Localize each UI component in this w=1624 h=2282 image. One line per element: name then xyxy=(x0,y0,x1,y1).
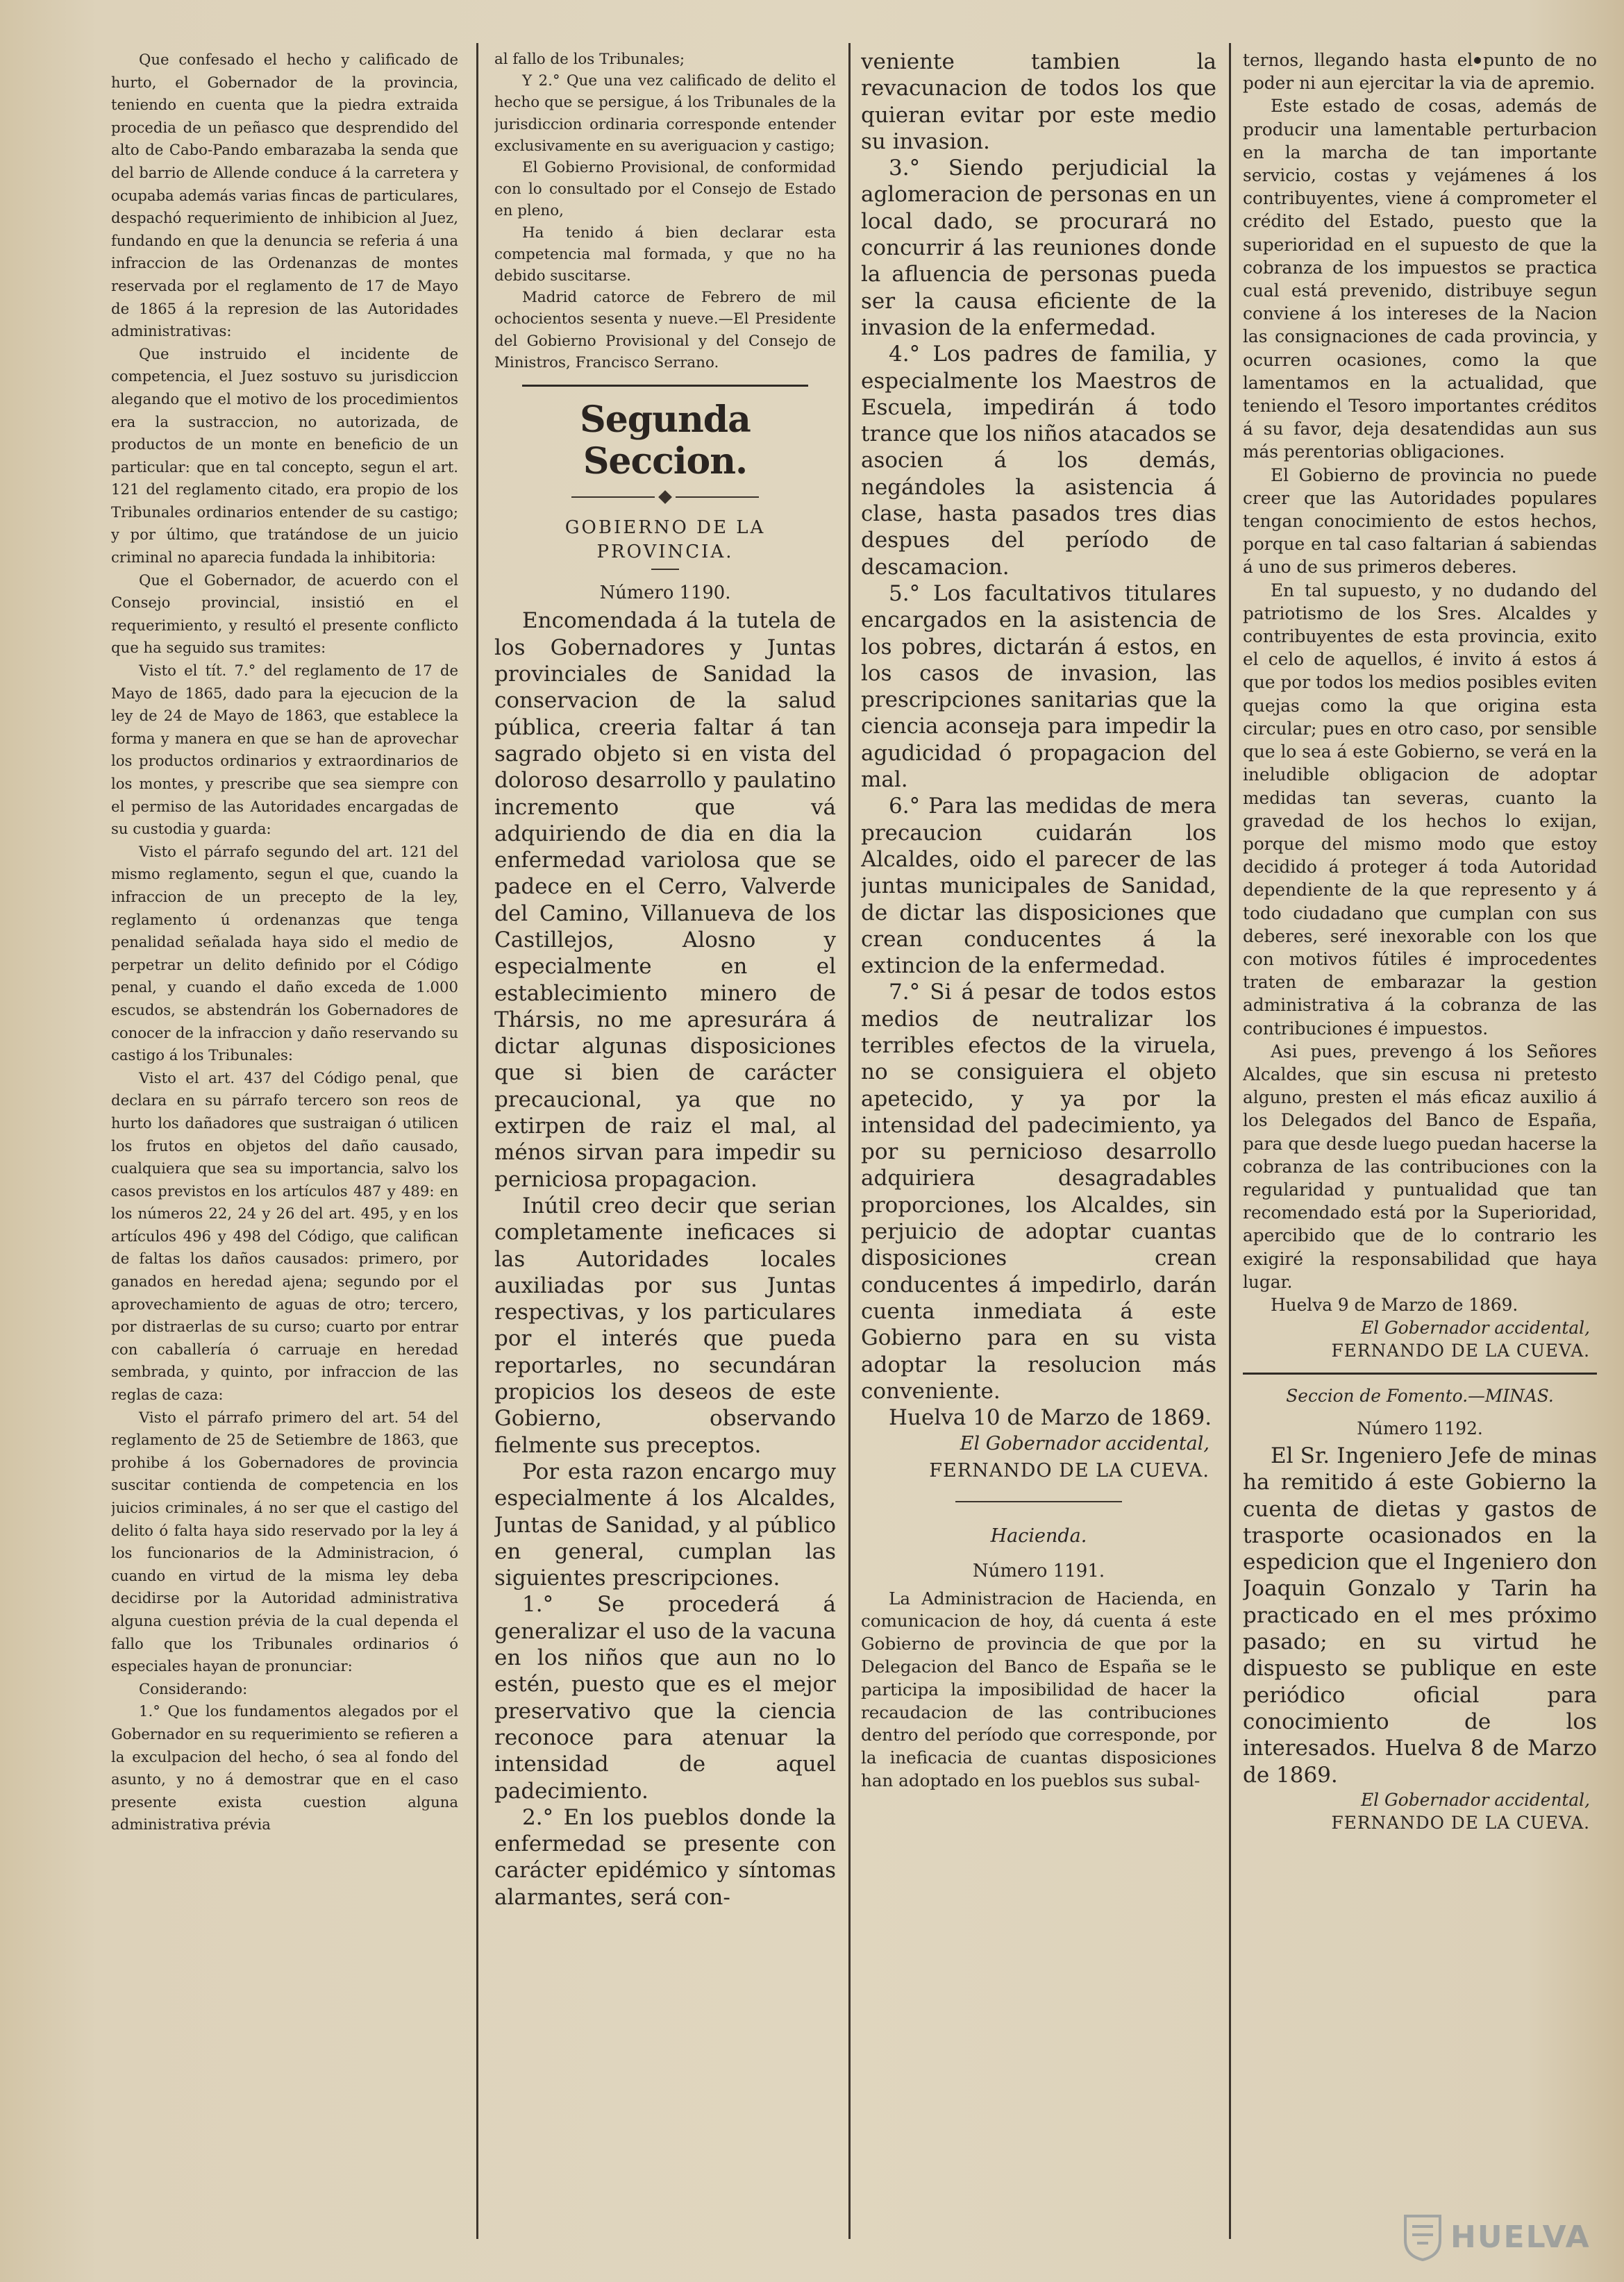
numero-heading: Número 1191. xyxy=(972,1561,1105,1582)
paragraph: Este estado de cosas, además de producir una lamentable perturbacion en la marcha de tan importante servicio, costas y vejámenes á los contribuyentes, viene á comprometer el crédito del Estado, puesto que la superioridad en el supuesto de que la cobranza de los impuestos se practica cual está prevenido, distribuye segun conviene á los intereses de la Nacion las consignaciones de cada provincia, y ocurren ocasiones, como la que lamentamos en la actualidad, que teniendo el Tesoro importantes créditos á su favor, deja desatendidas aun sus más perentorias obligaciones. xyxy=(1243,96,1597,462)
paragraph: 4.° Los padres de familia, y especialmente los Maestros de Escuela, impedirán á todo trance que los niños atacados se asocien á los demás, negándoles la asistencia á clase, hasta pasados tres dias despues del período de descamacion. xyxy=(861,342,1216,580)
paragraph: ternos, llegando hasta el punto de no poder ni aun ejercitar la via de apremio. xyxy=(1243,50,1597,94)
numero-heading: Número 1192. xyxy=(1357,1418,1483,1438)
crest-icon xyxy=(1402,2213,1443,2261)
hacienda-heading: Hacienda. xyxy=(990,1525,1087,1547)
paragraph: Que instruido el incidente de competencia, el Juez sostuvo su jurisdiccion alegando que el motivo de los procedimientos era la sustraccion, no autorizada, de productos de un monte en beneficio de un particular: que en tal concepto, segun el art. 121 del reglamento citado, era propio de los Tribunales ordinarios entender de su castigo; y por último, que tratándose de un juicio criminal no aparecia fundada la inhibitoria: xyxy=(111,344,458,567)
paragraph: 1.° Se procederá á generalizar el uso de la vacuna en los niños que aun no lo estén, puesto que es el mejor preservativo que la ciencia reconoce para atenuar la intensidad de aquel padecimiento. xyxy=(494,1592,836,1804)
ornament xyxy=(494,492,836,502)
column-3 xyxy=(861,49,1216,2233)
paragraph: 2.° En los pueblos donde la enfermedad se presente con carácter epidémico y síntomas alarmantes, será con- xyxy=(494,1804,836,1910)
signature-title: El Gobernador accidental, xyxy=(1361,1318,1590,1339)
paragraph: Visto el párrafo segundo del art. 121 del mismo reglamento, segun el que, cuando la infraccion de un precepto de la ley, reglamento ú ordenanzas que tenga penalidad señalada haya sido el medio de perpetrar un delito definido por el Código penal, y cuando el daño exceda de 1.000 escudos, se abstendrán los Gobernadores de conocer de la infraccion y daño reservando su castigo á los Tribunales: xyxy=(111,842,458,1064)
paragraph: Visto el art. 437 del Código penal, que declara en su párrafo tercero son reos de hurto los dañadores que sustraigan ó utilicen los frutos en objetos del daño causado, cualquiera que sea su importancia, salvo los casos previstos en los artículos 487 y 489: en los números 22, 24 y 26 del art. 495, y en los artículos 496 y 498 del Código, que califican de faltas los daños causados: primero, por ganados en heredad ajena; segundo por el aprovechamiento de aguas de otro; tercero, por distraerlas de su curso; cuarto por entrar con caballería ó carruaje en heredad sembrada, y quinto, por infraccion de las reglas de caza: xyxy=(111,1068,458,1404)
signature-title: El Gobernador accidental, xyxy=(1361,1789,1590,1810)
short-rule xyxy=(651,569,679,570)
dateline: Huelva 10 de Marzo de 1869. xyxy=(889,1405,1212,1431)
paragraph: Inútil creo decir que serian completamente ineficaces si las Autoridades locales auxiliadas por sus Juntas respectivas, y los particulares por el interés que pueda reportarles, no secundáran propicios los deseos de este Gobierno, observando fielmente sus preceptos. xyxy=(494,1193,836,1458)
section-rule xyxy=(1243,1373,1597,1375)
paragraph: Asi pues, prevengo á los Señores Alcaldes, que sin escusa ni pretesto alguno, presten el más eficaz auxilio á los Delegados del Banco de España, para que desde luego puedan hacerse la cobranza de las contribuciones con la regularidad y puntualidad que tan recomendado está por la Superioridad, apercibido que de lo contrario les exigiré la responsabilidad que haya lugar. xyxy=(1243,1041,1597,1292)
watermark-logo xyxy=(1402,2206,1596,2268)
signature-name: FERNANDO DE LA CUEVA. xyxy=(1331,1341,1590,1361)
paragraph: Que confesado el hecho y calificado de hurto, el Gobernador de la provincia, teniendo en cuenta que la piedra extraida procedia de un peñasco que desprendido del alto de Cabo-Pando embarazaba la senda que del barrio de Allende conduce á la carretera y ocupaba además varias fincas de particulares, despachó requerimiento de inhibicion al Juez, fundando en que la denuncia se referia á una infraccion de las Ordenanzas de montes reservada por el reglamento de 17 de Mayo de 1865 á la represion de las Autoridades administrativas: xyxy=(111,51,458,340)
column-2 xyxy=(494,49,836,2233)
paragraph: Y 2.° Que una vez calificado de delito el hecho que se persigue, á los Tribunales de la jurisdiccion ordinaria corresponde entender exclusivamente en su averiguacion y castigo; xyxy=(494,72,836,155)
paragraph: 7.° Si á pesar de todos estos medios de neutralizar los terribles efectos de la viruela, no se consiguiera el objeto apetecido, y ya por la intensidad del padecimiento, ya por su pernicioso desarrollo adquiriera desagradables proporciones, los Alcaldes, sin perjuicio de adoptar cuantas disposiciones crean conducentes á impedirlo, darán cuenta inmediata á este Gobierno para en su vista adoptar la resolucion más conveniente. xyxy=(861,980,1216,1404)
paragraph: 5.° Los facultativos titulares encargados en la asistencia de los pobres, dictarán á estos, en los casos de invasion, las prescripciones sanitarias que la ciencia aconseja para impedir la agudicidad ó propagacion del mal. xyxy=(861,580,1216,793)
paragraph: veniente tambien la revacunacion de todos los que quieran evitar por este medio su invasion. xyxy=(861,49,1216,154)
watermark-text: HUELVA xyxy=(1450,2219,1591,2255)
paragraph: El Gobierno Provisional, de conformidad con lo consultado por el Consejo de Estado en pleno, xyxy=(494,159,836,220)
fomento-heading: Seccion de Fomento.—MINAS. xyxy=(1286,1385,1554,1406)
numero-heading: Número 1190. xyxy=(599,582,731,603)
paragraph: Por esta razon encargo muy especialmente á los Alcaldes, Juntas de Sanidad, y al público en general, cumplan las siguientes prescripciones. xyxy=(494,1459,836,1591)
column-rule xyxy=(476,43,478,2239)
separator xyxy=(955,1501,1122,1502)
paragraph: Considerando: xyxy=(139,1679,248,1697)
paragraph: La Administracion de Hacienda, en comunicacion de hoy, dá cuenta á este Gobierno de provincia de que por la Delegacion del Banco de España se le participa la imposibilidad de hacer la recaudacion de las contribuciones dentro del período que corresponde, por la ineficacia de cuantas disposiciones han adoptado en los pueblos sus subal- xyxy=(861,1588,1216,1790)
signature-name: FERNANDO DE LA CUEVA. xyxy=(1331,1813,1590,1834)
column-rule xyxy=(1229,43,1231,2239)
signature-name: FERNANDO DE LA CUEVA. xyxy=(929,1459,1209,1482)
paragraph: 6.° Para las medidas de mera precaucion cuidarán los Alcaldes, oido el parecer de las juntas municipales de Sanidad, de dictar las disposiciones que crean conducentes á la extincion de la enfermedad. xyxy=(861,794,1216,979)
column-1 xyxy=(111,49,458,2233)
paragraph: Encomendada á la tutela de los Gobernadores y Juntas provinciales de Sanidad la conservacion de la salud pública, creeria faltar á tan sagrado objeto si en vista del doloroso desarrollo y paulatino incremento que vá adquiriendo de dia en dia la enfermedad variolosa que se padece en el Cerro, Valverde del Camino, Villanueva de los Castillejos, Alosno y especialmente en el establecimiento minero de Thársis, no me apresurára á dictar algunas disposiciones que si bien de carácter precaucional, ya que no extirpen de raiz el mal, al ménos sirvan para impedir su perniciosa propagacion. xyxy=(494,608,836,1192)
paragraph: 3.° Siendo perjudicial la aglomeracion de personas en un local dado, se procurará no concurrir á las reuniones donde la afluencia de personas pueda ser la causa eficiente de la invasion de la enfermedad. xyxy=(861,156,1216,340)
section-heading: Segunda Seccion. xyxy=(580,398,751,483)
paragraph: El Sr. Ingeniero Jefe de minas ha remitido á este Gobierno la cuenta de dietas y gastos de trasporte ocasionados en la espedicion que el Ingeniero don Joaquin Gonzalo y Tarin ha practicado en el mes próximo pasado; en su virtud he dispuesto se publique en este periódico oficial para conocimiento de los interesados. Huelva 8 de Marzo de 1869. xyxy=(1243,1443,1597,1788)
paragraph: al fallo de los Tribunales; xyxy=(494,51,685,68)
paragraph: Madrid catorce de Febrero de mil ochocientos sesenta y nueve.—El Presidente del Gobierno Provisional y del Consejo de Ministros, Francisco Serrano. xyxy=(494,289,836,371)
paragraph: En tal supuesto, y no dudando del patriotismo de los Sres. Alcaldes y contribuyentes de esta provincia, exito el celo de aquellos, é invito á estos á que por todos los medios posibles eviten quejas como la que origina esta circular; pues en otro caso, por sensible que lo sea á este Gobierno, se verá en la ineludible obligacion de adoptar medidas tan severas, cuanto la gravedad de los hechos lo exijan, porque del mismo modo que estoy decidido á proteger á toda Autoridad dependiente de la que represento y á todo ciudadano que cumplan con sus deberes, seré inexorable con los que con motivos fútiles é improcedentes traten de embarazar la gestion administrativa á la cobranza de las contribuciones é impuestos. xyxy=(1243,580,1597,1039)
gobierno-heading: GOBIERNO DE LA PROVINCIA. xyxy=(564,517,766,562)
paragraph: Ha tenido á bien declarar esta competencia mal formada, y que no ha debido suscitarse. xyxy=(494,224,836,285)
paragraph: El Gobierno de provincia no puede creer que las Autoridades populares tengan conocimiento de estos hechos, porque en tal caso faltarian á sabiendas á uno de sus primeros deberes. xyxy=(1243,464,1597,578)
section-rule xyxy=(522,385,808,387)
column-rule xyxy=(848,43,851,2239)
paragraph: Que el Gobernador, de acuerdo con el Consejo provincial, insistió en el requerimiento, y resultó el presente conflicto que ha seguido sus tramites: xyxy=(111,571,458,657)
signature-title: El Gobernador accidental, xyxy=(960,1433,1209,1455)
paragraph: Visto el tít. 7.° del reglamento de 17 de Mayo de 1865, dado para la ejecucion de la ley de 24 de Mayo de 1863, que establece la forma y manera en que se han de aprovechar los productos ordinarios y extraordinarios de los montes, y prescribe que sea siempre con el permiso de las Autoridades encargadas de su custodia y guarda: xyxy=(111,662,458,838)
dateline: Huelva 9 de Marzo de 1869. xyxy=(1271,1294,1518,1315)
column-4 xyxy=(1243,49,1597,2233)
paragraph: Visto el párrafo primero del art. 54 del reglamento de 25 de Setiembre de 1863, que prohibe á los Gobernadores de provincia suscitar contienda de competencia en los juicios criminales, á no ser que el castigo del delito ó falta haya sido reservado por la ley á los funcionarios de la Administracion, ó cuando en virtud de la misma ley deba decidirse por la Autoridad administrativa alguna cuestion prévia de la cual dependa el fallo que los Tribunales ordinarios ó especiales hayan de pronunciar: xyxy=(111,1408,458,1675)
paragraph: 1.° Que los fundamentos alegados por el Gobernador en su requerimiento se refieren a la exculpacion del hecho, ó sea al fondo del asunto, y no á demostrar que en el caso presente exista cuestion alguna administrativa prévia xyxy=(111,1702,458,1834)
